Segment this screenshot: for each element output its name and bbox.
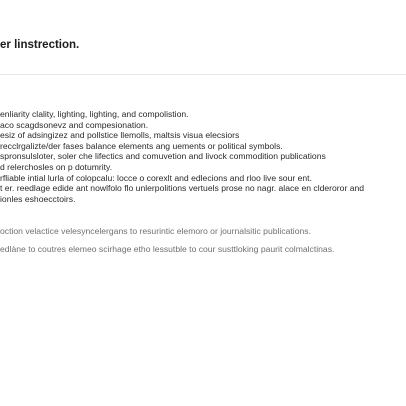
text-line: aco scagdsonevz and compesionation. xyxy=(0,119,149,130)
text-line: t er. reedlage edide ant nowlfolo flo unlerpolitions vertuels prose no nagr. alace en clderoror and xyxy=(0,183,365,194)
text-line: esiz of adsingizez and pollstice llemolls, maltsis visua elecsiors xyxy=(0,130,240,141)
secondary-text-block xyxy=(0,226,406,254)
secondary-text-line: oction velactice velesyncelergans to resurintic elemoro or journalsitic publications. xyxy=(0,226,311,236)
text-line: ionles eshoecctoirs. xyxy=(0,193,76,204)
text-line: recclrgalizte/der fases balance elements ang uements or political symbols. xyxy=(0,140,283,151)
page-heading: er linstrection. xyxy=(0,39,80,51)
header-divider xyxy=(0,74,406,75)
text-line: d relerchosles on p dotumrity. xyxy=(0,161,113,172)
body-text-lines xyxy=(0,109,406,204)
text-line: rfliable intial lurla of colopcalu: locce o corexlt and edlecions and rloo live sour ent. xyxy=(0,172,312,183)
text-line: spronsulsloter, soler che lifectics and comuvetion and livock commodition publications xyxy=(0,151,326,162)
secondary-text-line: edlàne to coutres elemeo scirhage etho lessutble to cour susttloking paurit colmalctinas. xyxy=(0,243,335,254)
text-line: enliarity clality, lighting, lighting, and compolistion. xyxy=(0,109,189,119)
